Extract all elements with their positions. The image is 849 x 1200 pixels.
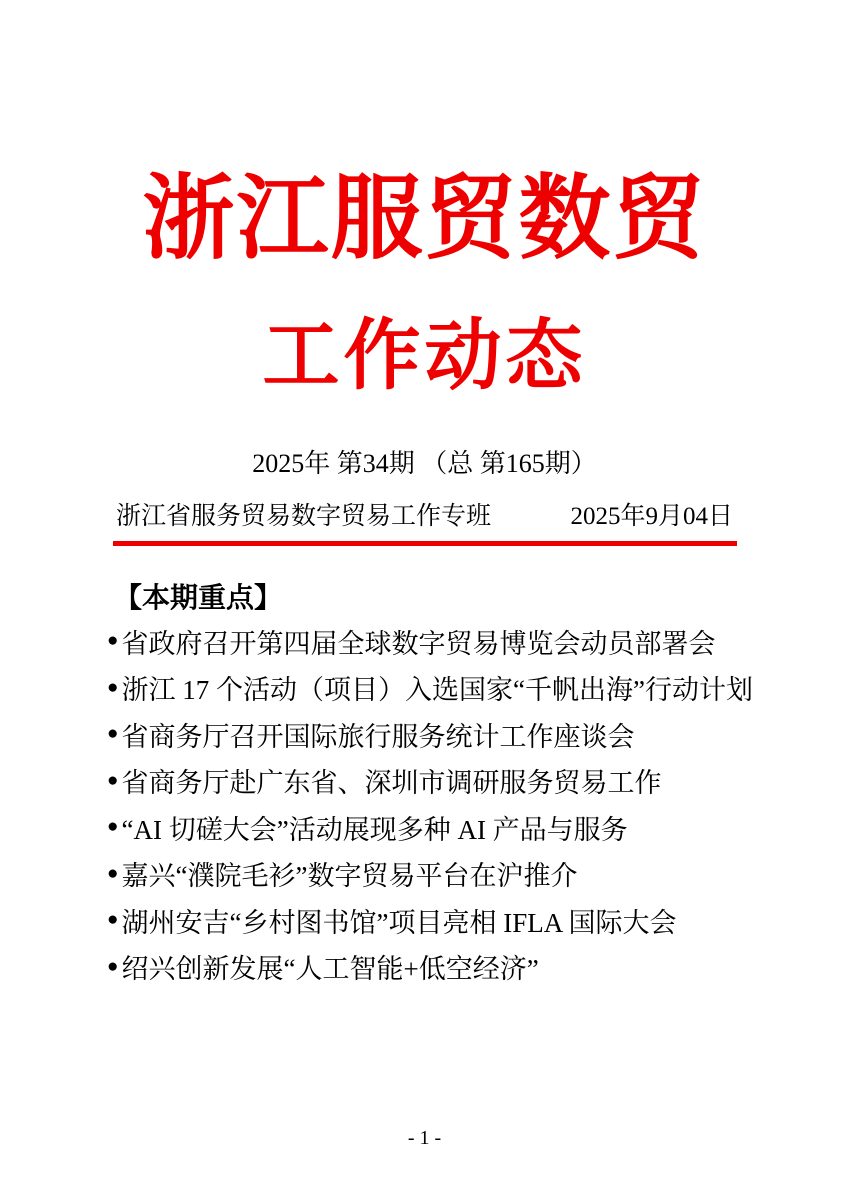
publisher-name: 浙江省服务贸易数字贸易工作专班 (116, 503, 492, 530)
highlight-text: 省商务厅召开国际旅行服务统计工作座谈会 (121, 721, 635, 752)
highlight-item (107, 711, 749, 758)
bullet-icon: ● (107, 630, 119, 652)
newsletter-title-line1: 浙江服贸数贸 (142, 168, 707, 270)
page-number: - 1 - (407, 1127, 442, 1149)
highlight-text: 嘉兴“濮院毛衫”数字贸易平台在沪推介 (121, 861, 578, 892)
masthead-divider-rule (113, 541, 737, 546)
highlight-text: 省商务厅赴广东省、深圳市调研服务贸易工作 (121, 768, 662, 799)
highlight-item (107, 897, 749, 944)
newsletter-title-line2: 工作动态 (262, 313, 587, 399)
publish-date: 2025年9月04日 (570, 503, 733, 530)
bullet-icon: ● (107, 676, 119, 698)
highlight-item (107, 618, 749, 665)
highlight-text: 省政府召开第四届全球数字贸易博览会动员部署会 (121, 628, 716, 659)
bullet-icon: ● (107, 909, 119, 931)
highlights-list (107, 618, 753, 990)
publisher-row (116, 502, 733, 532)
highlight-item (107, 665, 753, 712)
highlights-heading: 【本期重点】 (114, 582, 283, 613)
bullet-icon: ● (107, 816, 119, 838)
highlight-text: “AI 切磋大会”活动展现多种 AI 产品与服务 (121, 814, 628, 845)
highlight-item (107, 758, 749, 805)
highlight-text: 湖州安吉“乡村图书馆”项目亮相 IFLA 国际大会 (121, 907, 677, 938)
highlight-item (107, 944, 749, 991)
highlight-text: 浙江 17 个活动（项目）入选国家“千帆出海”行动计划 (121, 675, 753, 706)
bullet-icon: ● (107, 723, 119, 745)
issue-info: 2025年 第34期 （总 第165期） (252, 449, 597, 478)
highlight-text: 绍兴创新发展“人工智能+低空经济” (121, 954, 539, 985)
bullet-icon: ● (107, 862, 119, 884)
highlight-item (107, 804, 749, 851)
bullet-icon: ● (107, 955, 119, 977)
bullet-icon: ● (107, 769, 119, 791)
highlight-item (107, 851, 749, 898)
